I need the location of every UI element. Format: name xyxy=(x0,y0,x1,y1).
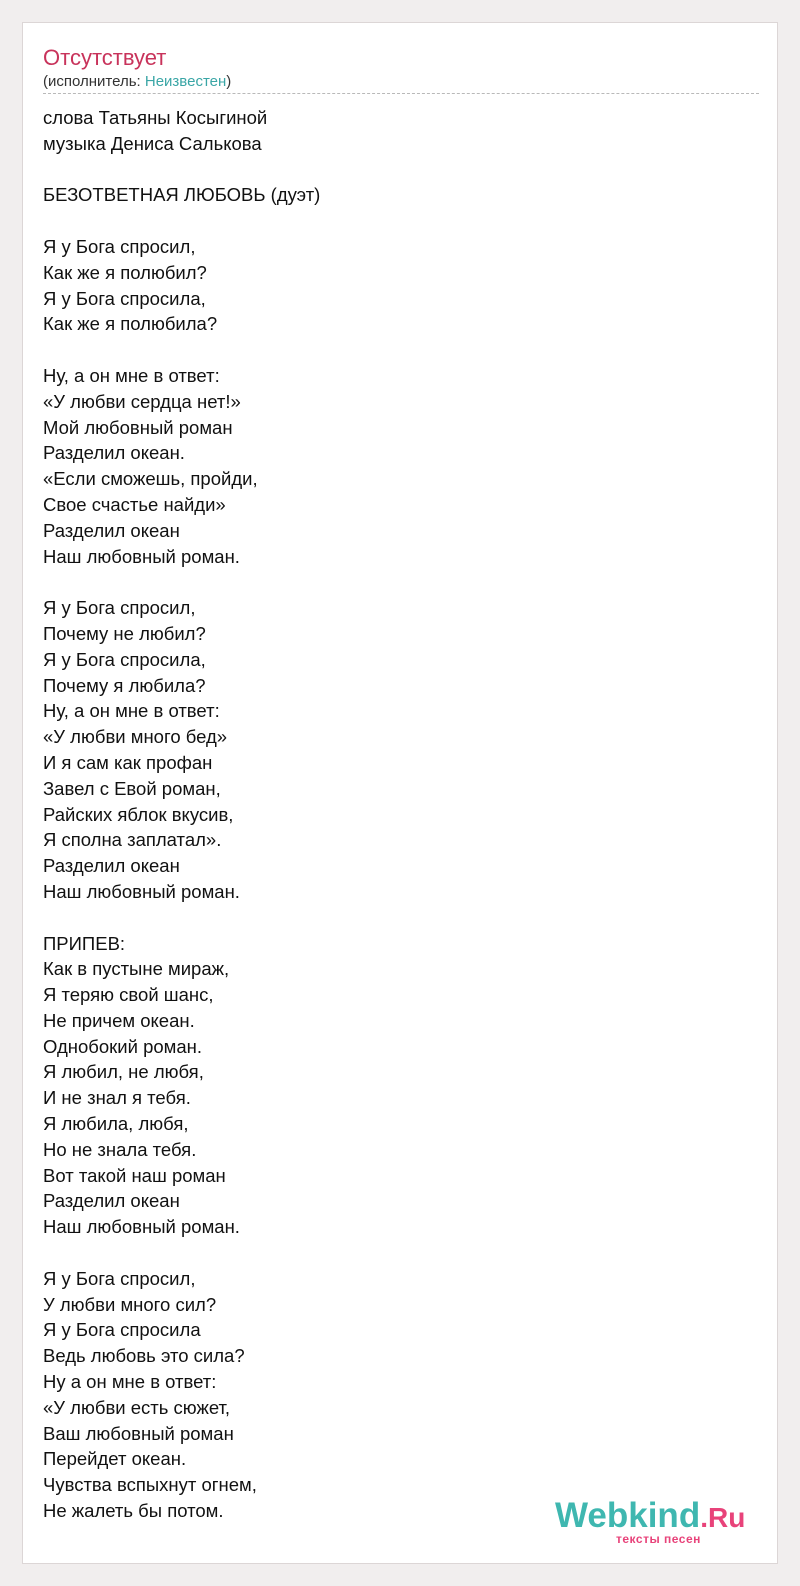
song-title: Отсутствует xyxy=(43,45,167,70)
lyric-line xyxy=(43,208,320,234)
lyric-line: Я у Бога спросил, xyxy=(43,1267,196,1289)
artist-line xyxy=(43,73,231,91)
dashed-divider xyxy=(43,93,759,94)
lyric-line: Я у Бога спросила, xyxy=(43,287,206,309)
lyric-line: Разделил океан xyxy=(43,1190,180,1212)
lyric-line: Почему не любил? xyxy=(43,622,206,644)
logo-tagline: тексты песен xyxy=(616,1532,701,1546)
lyric-line: Но не знала тебя. xyxy=(43,1138,197,1160)
artist-prefix: (исполнитель: xyxy=(43,73,145,90)
lyric-line: Не причем океан. xyxy=(43,1009,195,1031)
logo-tld: .Ru xyxy=(700,1502,746,1533)
lyric-line: Наш любовный роман. xyxy=(43,880,240,902)
lyric-line: Я теряю свой шанс, xyxy=(43,984,214,1006)
lyric-line: Я у Бога спросил, xyxy=(43,597,196,619)
lyric-line: Наш любовный роман. xyxy=(43,545,240,567)
lyric-line: Мой любовный роман xyxy=(43,416,233,438)
lyric-line: Наш любовный роман. xyxy=(43,1216,240,1238)
logo-brand: Webkind xyxy=(555,1496,701,1535)
lyric-line: ПРИПЕВ: xyxy=(43,932,126,954)
lyric-line: Завел с Евой роман, xyxy=(43,777,221,799)
lyric-line: Не жалеть бы потом. xyxy=(43,1500,224,1522)
lyric-line: Ну, а он мне в ответ: xyxy=(43,364,220,386)
lyric-line: Разделил океан xyxy=(43,519,180,541)
artist-link[interactable]: Неизвестен xyxy=(144,73,227,90)
lyric-line xyxy=(43,1240,320,1266)
lyric-line: Разделил океан xyxy=(43,855,180,877)
lyric-line xyxy=(43,157,320,183)
lyric-line xyxy=(43,569,320,595)
lyric-line: Как в пустыне мираж, xyxy=(43,958,230,980)
lyric-line: Однобокий роман. xyxy=(43,1035,203,1057)
lyric-line: Ваш любовный роман xyxy=(43,1422,234,1444)
lyric-line: Я у Бога спросила xyxy=(43,1319,201,1341)
lyric-line xyxy=(43,905,320,931)
lyric-line: Ну а он мне в ответ: xyxy=(43,1371,217,1393)
lyric-line: Я сполна заплатал». xyxy=(43,829,222,851)
lyric-line: Ведь любовь это сила? xyxy=(43,1345,245,1367)
lyrics-text xyxy=(43,105,320,1524)
lyric-line: И не знал я тебя. xyxy=(43,1087,191,1109)
lyric-line: Свое счастье найди» xyxy=(43,493,226,515)
lyric-line: Почему я любила? xyxy=(43,674,206,696)
lyric-line: Я любила, любя, xyxy=(43,1113,189,1135)
lyric-line: музыка Дениса Салькова xyxy=(43,132,262,154)
lyric-line: «Если сможешь, пройди, xyxy=(43,468,258,490)
lyric-line: Разделил океан. xyxy=(43,442,185,464)
lyric-line: «У любви есть сюжет, xyxy=(43,1396,231,1418)
lyric-line: слова Татьяны Косыгиной xyxy=(43,107,268,128)
lyric-line xyxy=(43,337,320,363)
lyric-line: Я у Бога спросила, xyxy=(43,648,206,670)
lyric-line: И я сам как профан xyxy=(43,751,213,773)
lyric-line: «У любви сердца нет!» xyxy=(43,390,241,412)
lyric-line: Как же я полюбила? xyxy=(43,313,218,335)
lyric-line: Чувства вспыхнут огнем, xyxy=(43,1474,257,1496)
lyric-line: Я у Бога спросил, xyxy=(43,235,196,257)
lyric-line: «У любви много бед» xyxy=(43,726,228,748)
lyrics-card xyxy=(22,22,778,1564)
lyric-line: Как же я полюбил? xyxy=(43,261,207,283)
lyric-line: Вот такой наш роман xyxy=(43,1164,226,1186)
lyric-line: БЕЗОТВЕТНАЯ ЛЮБОВЬ (дуэт) xyxy=(43,184,321,206)
lyric-line: Райских яблок вкусив, xyxy=(43,803,234,825)
lyric-line: Ну, а он мне в ответ: xyxy=(43,700,220,722)
artist-suffix: ) xyxy=(226,73,232,90)
lyric-line: У любви много сил? xyxy=(43,1293,217,1315)
lyric-line: Перейдет океан. xyxy=(43,1448,187,1470)
lyric-line: Я любил, не любя, xyxy=(43,1061,204,1083)
webkind-logo[interactable] xyxy=(555,1498,745,1536)
